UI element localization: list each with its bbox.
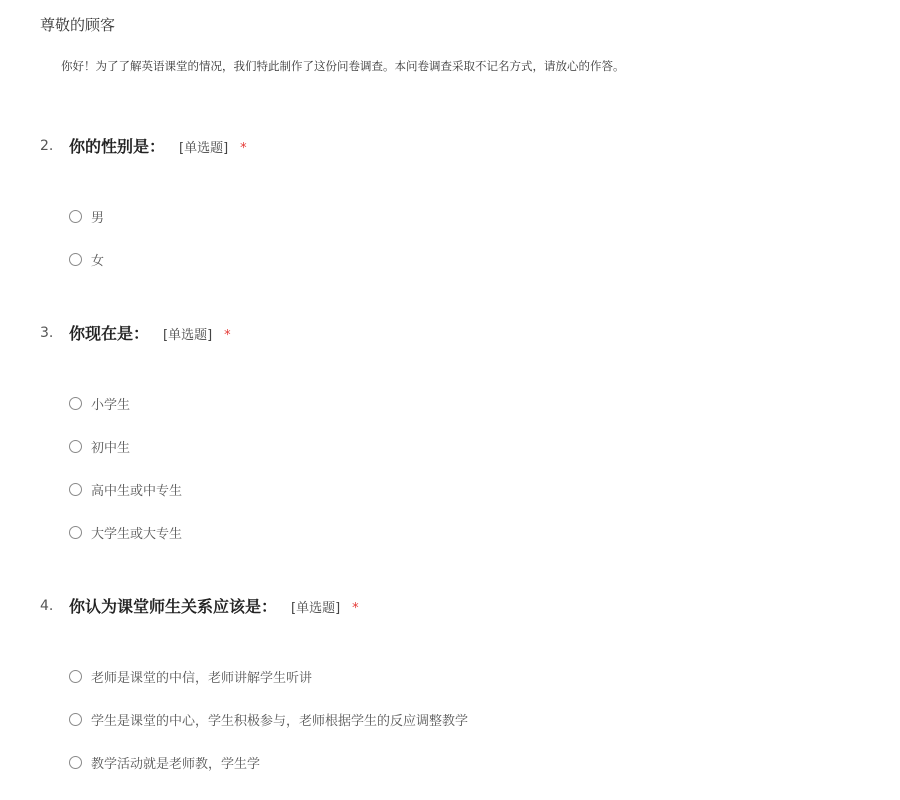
radio-button-icon[interactable]: [69, 713, 82, 726]
option-label[interactable]: 老师是课堂的中信，老师讲解学生听讲: [91, 670, 313, 686]
question-gender: [40, 134, 880, 269]
question-title-text: 你的性别是：: [69, 137, 166, 156]
option-label[interactable]: 女: [91, 253, 105, 269]
option-label[interactable]: 教学活动就是老师教，学生学: [91, 756, 261, 772]
option-label[interactable]: 初中生: [91, 440, 131, 456]
question-teacher-student-relationship: [40, 594, 880, 772]
question-type-tag: [单选题]: [291, 601, 341, 616]
option-female[interactable]: [69, 249, 104, 269]
question-header: [40, 134, 880, 160]
question-number: 2.: [40, 138, 54, 154]
question-title: [69, 134, 247, 157]
question-number: 4.: [40, 598, 54, 614]
option-label[interactable]: 大学生或大专生: [91, 526, 183, 542]
question-title-text: 你认为课堂师生关系应该是：: [69, 597, 278, 616]
required-mark: *: [352, 601, 359, 616]
option-teacher-centered[interactable]: [69, 666, 312, 686]
radio-button-icon[interactable]: [69, 440, 82, 453]
radio-button-icon[interactable]: [69, 397, 82, 410]
question-title: [69, 321, 231, 344]
question-number: 3.: [40, 325, 54, 341]
option-teacher-teaches-student-learns[interactable]: [69, 752, 260, 772]
question-type-tag: [单选题]: [163, 328, 213, 343]
radio-button-icon[interactable]: [69, 253, 82, 266]
option-college-student[interactable]: [69, 522, 182, 542]
question-type-tag: [单选题]: [179, 141, 229, 156]
question-status: [40, 321, 880, 542]
survey-intro: 你好！为了了解英语课堂的情况，我们特此制作了这份问卷调查。本问卷调查采取不记名方式，请放心的作答。: [61, 59, 625, 73]
option-senior-high-student[interactable]: [69, 479, 182, 499]
option-student-centered[interactable]: [69, 709, 468, 729]
option-junior-high-student[interactable]: [69, 436, 130, 456]
question-header: [40, 321, 880, 347]
radio-button-icon[interactable]: [69, 670, 82, 683]
radio-button-icon[interactable]: [69, 526, 82, 539]
radio-button-icon[interactable]: [69, 210, 82, 223]
required-mark: *: [240, 141, 247, 156]
radio-button-icon[interactable]: [69, 483, 82, 496]
greeting-heading: 尊敬的顾客: [40, 16, 116, 34]
question-title-text: 你现在是：: [69, 324, 150, 343]
option-male[interactable]: [69, 206, 104, 226]
required-mark: *: [224, 328, 231, 343]
question-title: [69, 594, 359, 617]
option-label[interactable]: 高中生或中专生: [91, 483, 183, 499]
option-label[interactable]: 男: [91, 210, 105, 226]
question-header: [40, 594, 880, 620]
option-label[interactable]: 学生是课堂的中心，学生积极参与，老师根据学生的反应调整教学: [91, 713, 469, 729]
radio-button-icon[interactable]: [69, 756, 82, 769]
option-label[interactable]: 小学生: [91, 397, 131, 413]
option-primary-student[interactable]: [69, 393, 130, 413]
